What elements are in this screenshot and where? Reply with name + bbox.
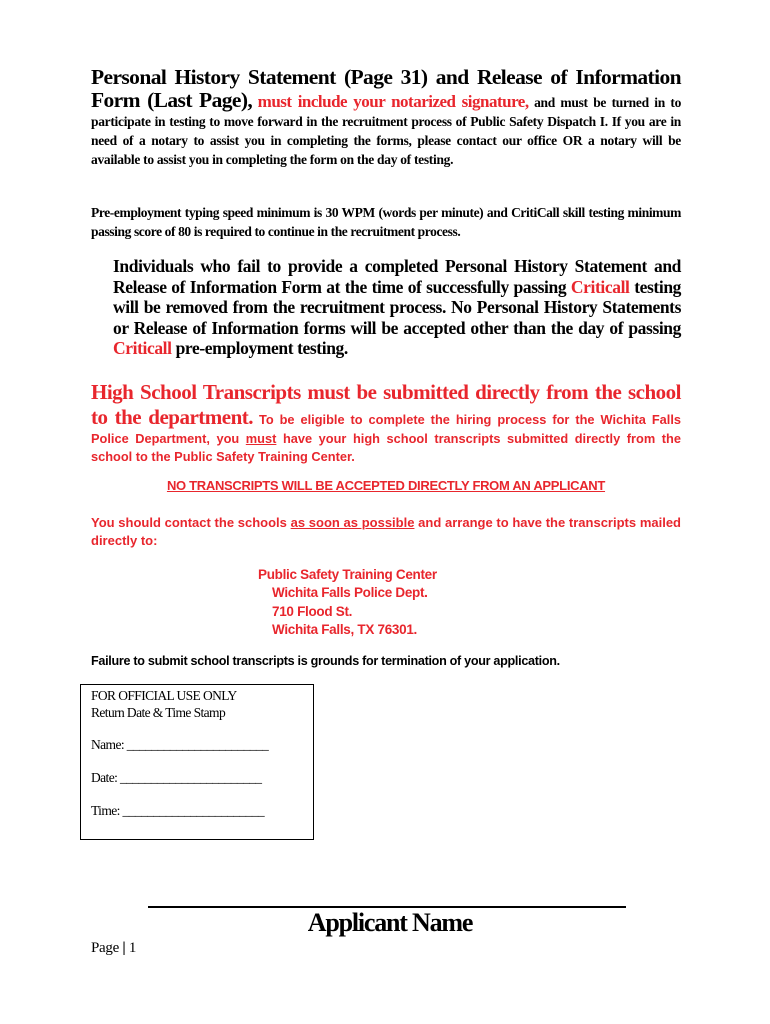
termination-note: Failure to submit school transcripts is grounds for termination of your application. (91, 654, 560, 668)
transcripts-heading: High School Transcripts must be submitted directly from the school to the department. (91, 380, 681, 429)
contact-part-1: You should contact the schools (91, 515, 287, 530)
date-field: Date: _______________________ (91, 770, 262, 785)
title-line: Personal History Statement (Page 31) and Release of Information (91, 65, 681, 89)
turned-in-text: and must be turned (534, 95, 649, 110)
criticall-term-2: Criticall (113, 338, 172, 358)
address-line-4: Wichita Falls, TX 76301. (272, 621, 417, 637)
official-use-box (80, 684, 314, 840)
time-field: Time: _______________________ (91, 803, 264, 818)
date-stamp-label: Return Date & Time Stamp (91, 705, 226, 720)
asap-emphasis: as soon as possible (290, 515, 415, 530)
transcripts-body-2: have your high school transcripts submitted directly from the school to the Public Safety Training Center. (91, 431, 681, 464)
name-field: Name: _______________________ (91, 737, 269, 752)
applicant-name-label: Applicant Name (307, 908, 473, 937)
contact-part-2: and arrange to have the transcripts mailed directly to: (91, 515, 682, 548)
contact-schools-paragraph (91, 514, 681, 550)
title-line-2: Form (Last Page), (91, 88, 253, 112)
address-line-2: Wichita Falls Police Dept. (272, 585, 428, 601)
mailing-address (258, 566, 437, 639)
personal-history-body: in to participate in testing to move forward in the recruitment process of Public Safety Dispatch I. If you are in need of a notary to assist you in completing the forms, please contact our office OR a notary will be available to assist you in completing the form on the day of testing. (91, 95, 682, 167)
must-emphasis: must (245, 431, 277, 446)
page-number (91, 940, 136, 957)
address-line-1: Public Safety Training Center (258, 567, 437, 582)
transcripts-body-1: To be eligible to complete the hiring process for the Wichita Falls Police Department, you (91, 412, 681, 446)
warning-part-3: pre-employment testing. (175, 338, 348, 358)
typing-requirement-paragraph: Pre-employment typing speed minimum is 30 WPM (words per minute) and CritiCall skill testing minimum passing score of 80 is required to continue in the recruitment process. (91, 205, 681, 239)
failure-warning-paragraph (113, 256, 681, 359)
warning-part-1: Individuals who fail to provide a completed Personal History Statement and Release of Information Form at the time of successfully passing (113, 256, 681, 297)
transcripts-paragraph (91, 380, 681, 465)
official-use-title: FOR OFFICIAL USE ONLY (91, 688, 237, 703)
no-transcripts-notice: NO TRANSCRIPTS WILL BE ACCEPTED DIRECTLY FROM AN APPLICANT (166, 478, 606, 493)
page-label: Page (91, 940, 119, 956)
warning-part-2: testing will be removed from the recruitment process. No Personal History Statements or Release of Information forms will be accepted other than the day of passing (113, 276, 681, 338)
personal-history-paragraph (91, 66, 681, 169)
page-number-value: 1 (128, 940, 137, 956)
address-line-3: 710 Flood St. (272, 603, 353, 619)
page-separator: | (122, 940, 126, 956)
criticall-term-1: Criticall (570, 276, 630, 297)
notarized-signature-note: must include your notarized signature, (257, 92, 529, 111)
